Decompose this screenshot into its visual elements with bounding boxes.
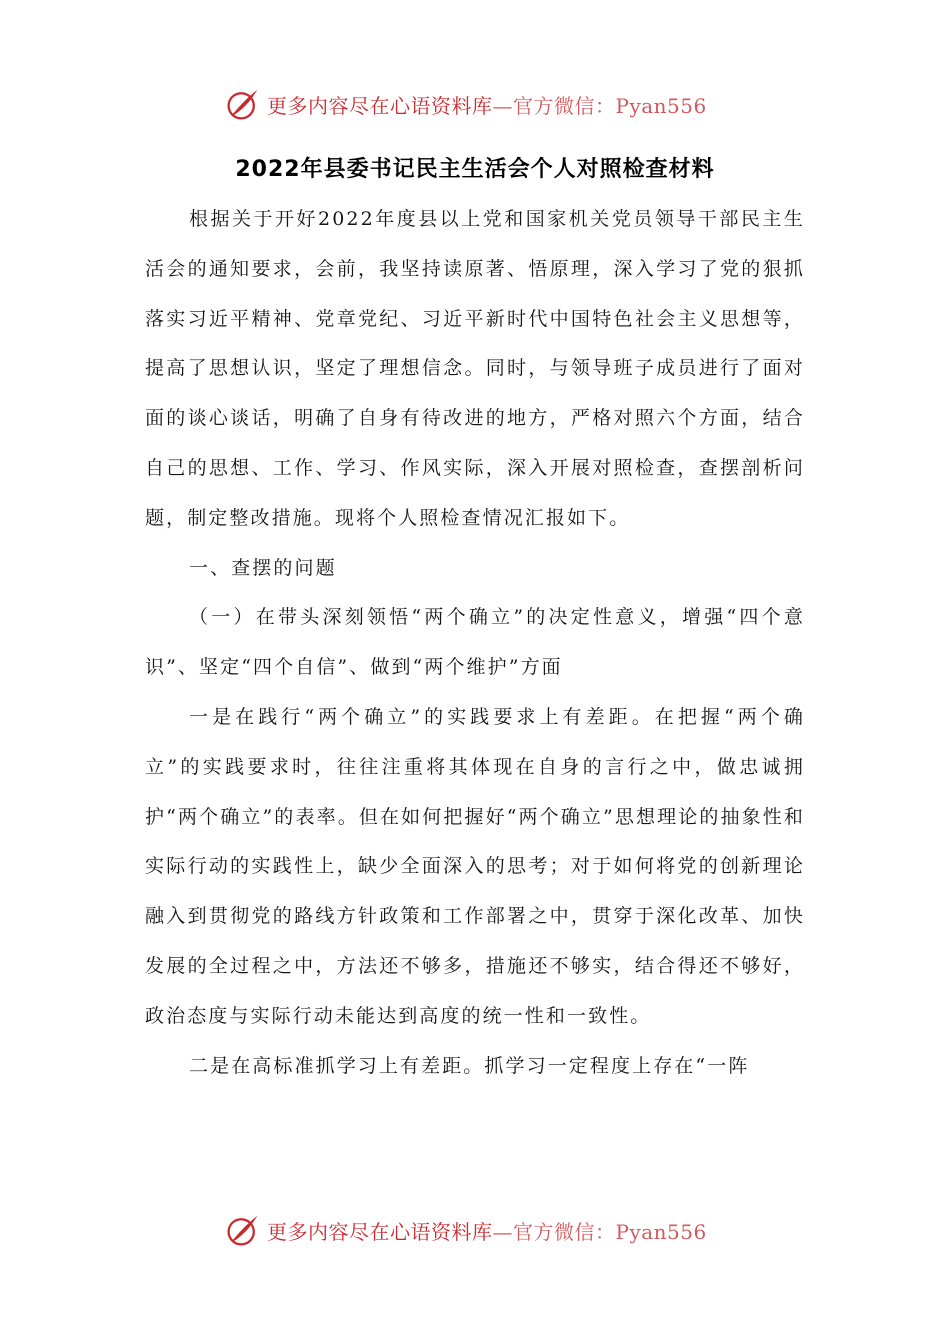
watermark-header [225,84,745,124]
quill-logo-icon [225,86,261,122]
document-body [145,195,805,1091]
point-two-paragraph: 二是在高标准抓学习上有差距。抓学习一定程度上存在“一阵 [189,1054,750,1077]
intro-paragraph: 根据关于开好2022年度县以上党和国家机关党员领导干部民主生活会的通知要求，会前，我坚持读原著、悟原理，深入学习了党的狠抓落实习近平精神、党章党纪、习近平新时代中国特色社会主义思想等，提高了思想认识，坚定了理想信念。同时，与领导班子成员进行了面对面的谈心谈话，明确了自身有待改进的地方，严格对照六个方面，结合自己的思想、工作、学习、作风实际，深入开展对照检查，查摆剖析问题，制定整改措施。现将个人照检查情况汇报如下。 [145,208,805,529]
document-title: 2022年县委书记民主生活会个人对照检查材料 [235,157,715,182]
watermark-contact: —官方微信：Pyan556 [492,1219,707,1244]
section-heading: 一、查摆的问题 [189,556,337,579]
watermark-footer [225,1210,745,1250]
watermark-text: 更多内容尽在心语资料库 [267,1219,493,1244]
quill-logo-icon [225,1212,261,1248]
point-one-paragraph: 一是在践行“两个确立”的实践要求上有差距。在把握“两个确立”的实践要求时，往往注重将其体现在自身的言行之中，做忠诚拥护“两个确立”的表率。但在如何把握好“两个确立”思想理论的抽象性和实际行动的实践性上，缺少全面深入的思考；对于如何将党的创新理论融入到贯彻党的路线方针政策和工作部署之中，贯穿于深化改革、加快发展的全过程之中，方法还不够多，措施还不够实，结合得还不够好，政治态度与实际行动未能达到高度的统一性和一致性。 [145,705,805,1027]
subsection-heading: （一）在带头深刻领悟“两个确立”的决定性意义，增强“四个意识”、坚定“四个自信”、做到“两个维护”方面 [145,606,805,679]
watermark-text: 更多内容尽在心语资料库 [267,93,493,118]
watermark-contact: —官方微信：Pyan556 [492,93,707,118]
